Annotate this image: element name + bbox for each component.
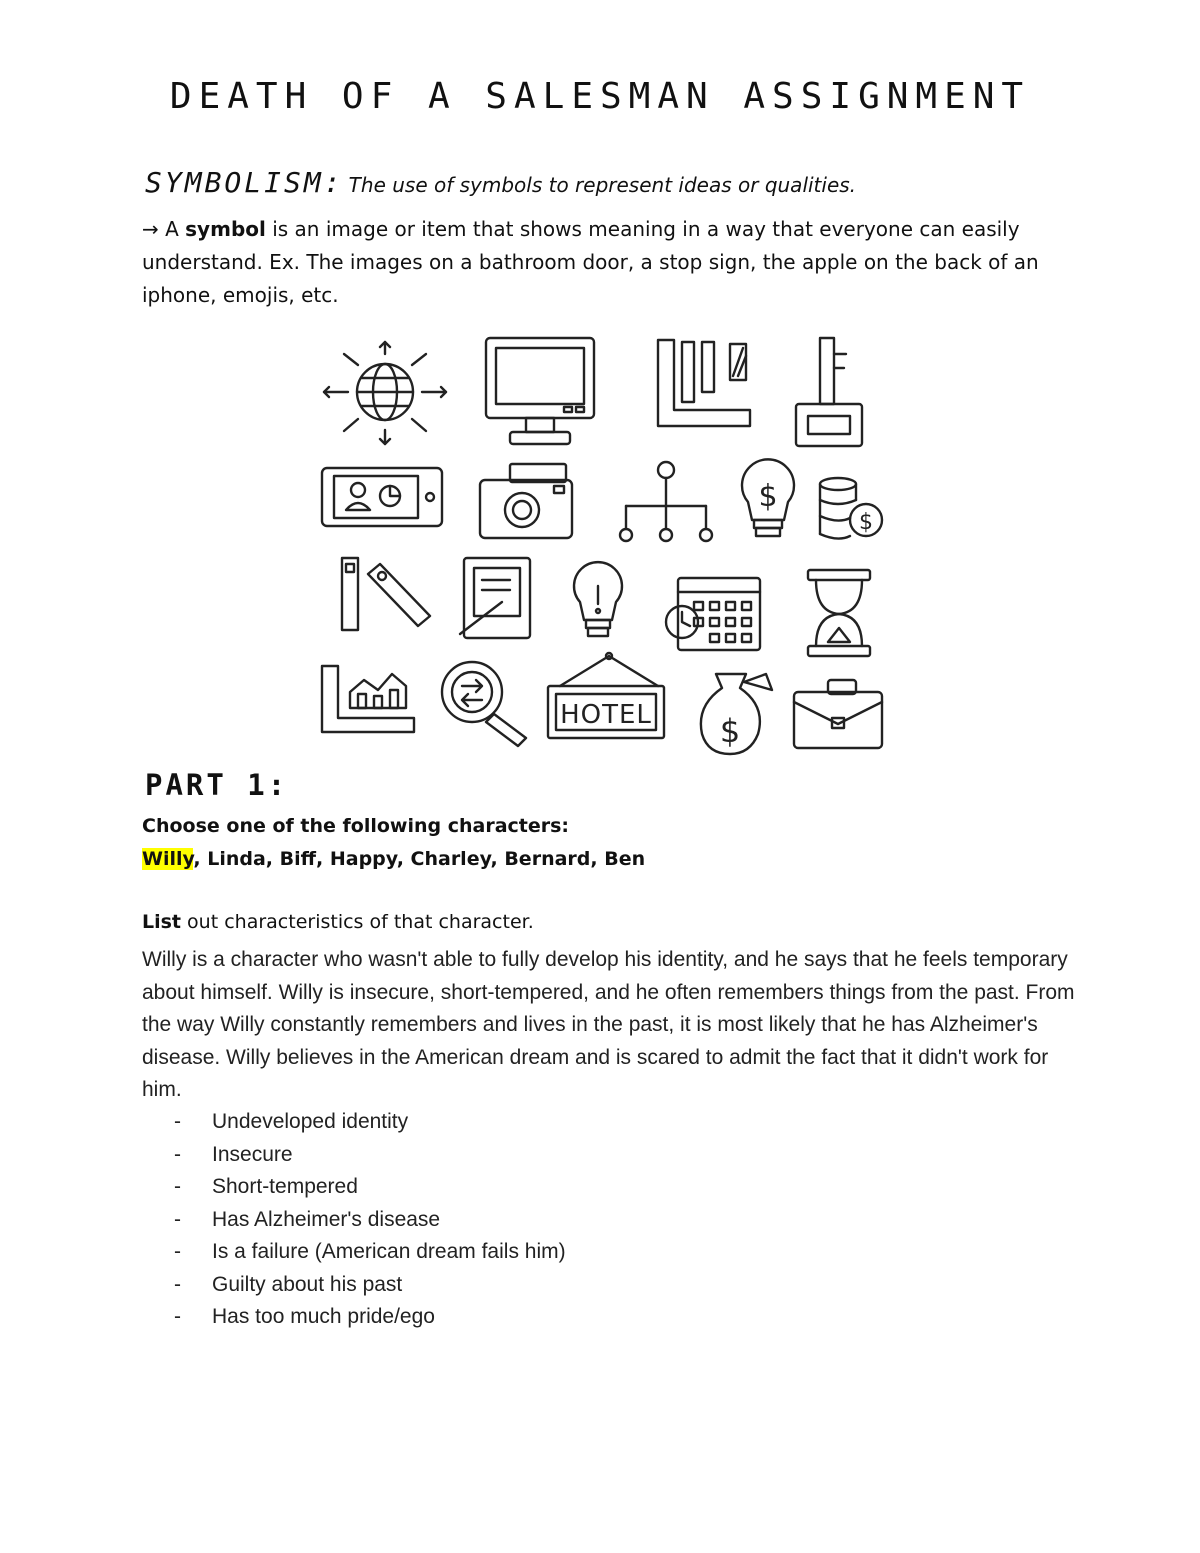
traits-list — [142, 1106, 566, 1334]
choose-character-label: Choose one of the following characters: — [142, 815, 570, 837]
other-character-names: , Linda, Biff, Happy, Charley, Bernard, Ben — [193, 848, 646, 870]
magnifier-icon — [442, 662, 526, 746]
part1-heading: PART 1: — [145, 768, 289, 802]
character-paragraph: Willy is a character who wasn't able to fully develop his identity, and he says that he feels temporary about himself. Willy is insecure, short-tempered, and he often remembers things from the past. From the way Willy constantly remembers and lives in the past, it is most likely that he has Alzheimer's disease. Willy believes in the American dream and is scared to admit the fact that it didn't work for him. — [142, 948, 1075, 1101]
list-dash: - — [174, 1142, 181, 1166]
symbol-description — [142, 213, 1072, 312]
list-dash: - — [174, 1207, 181, 1231]
symbolism-definition: The use of symbols to represent ideas or qualities. — [348, 173, 857, 197]
trait-text: Has too much pride/ego — [212, 1305, 435, 1328]
symbolism-heading: SYMBOLISM: — [145, 166, 344, 199]
list-item — [142, 1301, 566, 1334]
symbol-icons-illustration — [310, 330, 890, 760]
list-dash: - — [174, 1240, 181, 1263]
list-dash: - — [174, 1110, 181, 1133]
trait-text: Is a failure (American dream fails him) — [212, 1240, 566, 1263]
list-prompt-rest: out characteristics of that character. — [181, 911, 534, 933]
list-item — [142, 1171, 566, 1204]
camera-icon — [480, 464, 572, 538]
hierarchy-icon — [620, 462, 712, 541]
key-icon — [796, 338, 862, 446]
list-item — [142, 1204, 566, 1237]
symbol-term: symbol — [185, 217, 266, 241]
list-prompt-bold: List — [142, 911, 182, 933]
calendar-icon — [666, 578, 760, 650]
money-bag-icon — [701, 674, 772, 754]
phone-icon — [322, 468, 442, 526]
bulb-dollar-sign: $ — [758, 479, 778, 514]
list-item — [142, 1106, 566, 1139]
usb-icon — [342, 558, 430, 630]
list-dash: - — [174, 1305, 181, 1328]
selected-character-highlight: Willy — [142, 848, 194, 870]
trait-text: Guilty about his past — [212, 1272, 403, 1296]
list-item — [142, 1269, 566, 1302]
arrow-text: → A — [142, 217, 186, 241]
symbol-description-text: is an image or item that shows meaning in a way that everyone can easily understand. Ex. The images on a bathroom door, a stop sign, the apple on the back of an iphone, emojis, etc. — [142, 217, 1039, 307]
chart-icon — [322, 666, 414, 732]
coins-dollar-icon — [820, 478, 882, 539]
trait-text: Has Alzheimer's disease — [212, 1207, 441, 1231]
list-item — [142, 1139, 566, 1172]
list-prompt — [142, 911, 534, 933]
trait-text: Short-tempered — [212, 1175, 358, 1198]
lightbulb-dollar-icon — [742, 459, 794, 536]
document-title: DEATH OF A SALESMAN ASSIGNMENT — [169, 76, 1031, 117]
hourglass-icon — [808, 570, 870, 656]
character-options — [142, 848, 645, 870]
list-item — [142, 1236, 566, 1269]
trait-text: Undeveloped identity — [212, 1110, 409, 1133]
list-dash: - — [174, 1272, 181, 1296]
tablet-icon — [460, 558, 530, 638]
globe-icon — [324, 342, 446, 444]
coin-dollar-sign: $ — [859, 510, 873, 535]
list-dash: - — [174, 1175, 181, 1198]
trait-text: Insecure — [212, 1142, 293, 1166]
monitor-icon — [486, 338, 594, 444]
bag-dollar-sign: $ — [719, 712, 741, 750]
hotel-sign-text: HOTEL — [560, 700, 652, 730]
lightbulb-idea-icon — [574, 562, 622, 636]
building-icon — [658, 340, 750, 426]
symbolism-line — [145, 166, 856, 199]
briefcase-icon — [794, 680, 882, 748]
hotel-sign-icon — [548, 653, 664, 738]
